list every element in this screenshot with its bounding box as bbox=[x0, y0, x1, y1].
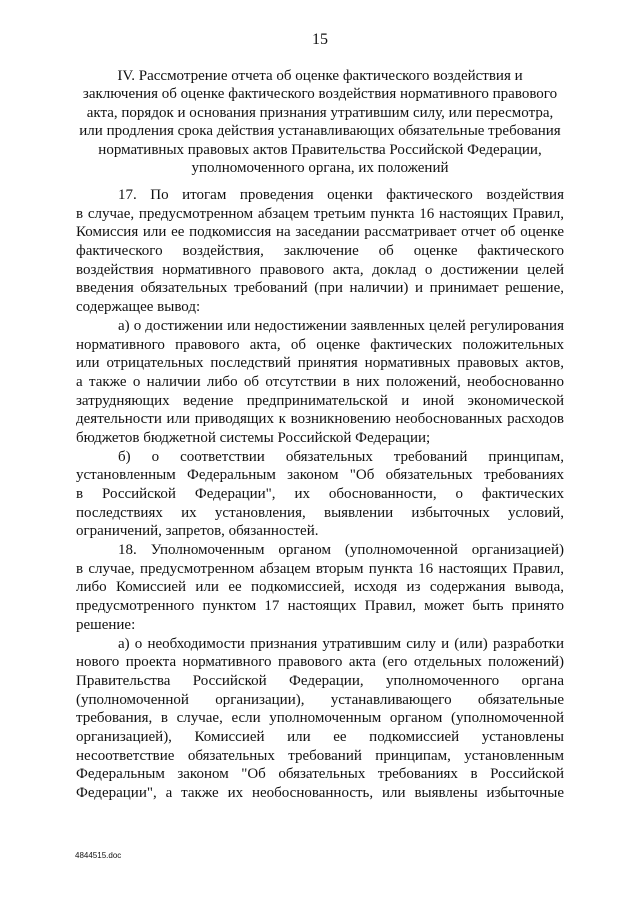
paragraph-line: введения обязательных требований (при наличии) и принимает решение, bbox=[76, 280, 564, 297]
paragraph-line: в случае, предусмотренном абзацем вторым пункта 16 настоящих Правил, bbox=[76, 560, 564, 577]
paragraph-line: установленным Федеральным законом "Об обязательных требованиях bbox=[76, 467, 564, 484]
paragraph-line: Правительства Российской Федерации, уполномоченного органа bbox=[76, 672, 564, 689]
paragraph-line: нового проекта нормативного правового акта (его отдельных положений) bbox=[76, 654, 564, 671]
paragraph-line: требования, в случае, если уполномоченным органом (уполномоченной bbox=[76, 710, 564, 727]
paragraph-line: или отрицательных последствий принятия нормативных правовых актов, bbox=[76, 355, 564, 372]
paragraph-line: в Российской Федерации", их обоснованности, о фактических bbox=[76, 486, 564, 502]
paragraph-line: а также о наличии либо об отсутствии в них положений, необоснованно bbox=[76, 373, 564, 390]
page-number: 15 bbox=[312, 31, 328, 48]
paragraph-line: 18. Уполномоченным органом (уполномоченной организацией) bbox=[118, 542, 564, 559]
paragraph-line: а) о необходимости признания утратившим силу и (или) разработки bbox=[118, 635, 564, 652]
heading-line: заключения об оценке фактического воздействия нормативного правового bbox=[82, 86, 558, 103]
paragraph bbox=[76, 541, 564, 634]
heading-line: нормативных правовых актов Правительства Российской Федерации, bbox=[98, 141, 542, 158]
paragraph-line: организацией), Комиссией или ее подкомиссией установлены bbox=[76, 728, 564, 745]
paragraph-line: предусмотренного пунктом 17 настоящих Правил, может быть принято bbox=[76, 598, 564, 615]
paragraph bbox=[76, 448, 564, 541]
paragraph-line: в случае, предусмотренном абзацем третьим пункта 16 настоящих Правил, bbox=[76, 205, 564, 222]
document-body bbox=[76, 186, 564, 803]
paragraph-line: деятельности или приводящих к возникновению необоснованных расходов bbox=[76, 411, 564, 428]
section-heading bbox=[70, 67, 570, 177]
paragraph-line: Федерации", а также их необоснованность, или выявлены избыточные bbox=[76, 785, 564, 801]
heading-line: акта, порядок и основания признания утратившим силу, или пересмотра, bbox=[86, 104, 554, 121]
paragraph-line: несоответствие обязательных требований принципам, установленным bbox=[76, 747, 564, 764]
paragraph-line: (уполномоченной организации), устанавливающего обязательные bbox=[76, 691, 564, 708]
paragraph-line: содержащее вывод: bbox=[76, 299, 201, 316]
file-name-footer: 4844515.doc bbox=[75, 851, 122, 860]
paragraph bbox=[76, 317, 564, 448]
heading-line: IV. Рассмотрение отчета об оценке фактического воздействия и bbox=[117, 68, 523, 84]
paragraph-line: решение: bbox=[76, 616, 136, 633]
paragraph-line: Федеральным законом "Об обязательных требованиях в Российской bbox=[76, 766, 564, 783]
paragraph-line: ограничений, запретов, обязанностей. bbox=[76, 523, 319, 540]
paragraph-line: б) о соответствии обязательных требований принципам, bbox=[118, 448, 564, 465]
paragraph-line: затрудняющих ведение предпринимательской и иной экономической bbox=[76, 392, 564, 409]
paragraph-line: последствиях их установления, выявлении избыточных условий, bbox=[76, 504, 564, 521]
paragraph-line: бюджетов бюджетной системы Российской Федерации; bbox=[76, 429, 431, 446]
paragraph-line: Комиссия или ее подкомиссия на заседании рассматривает отчет об оценке bbox=[76, 224, 564, 241]
paragraph-line: 17. По итогам проведения оценки фактического воздействия bbox=[118, 187, 564, 203]
paragraph-line: либо Комиссией или ее подкомиссией, исходя из содержания вывода, bbox=[76, 579, 564, 596]
paragraph-line: а) о достижении или недостижении заявленных целей регулирования bbox=[118, 317, 564, 334]
paragraph-line: воздействия нормативного правового акта, доклад о достижении целей bbox=[76, 261, 564, 278]
paragraph-line: нормативного правового акта, об оценке фактических положительных bbox=[76, 336, 564, 353]
paragraph-line: фактического воздействия, заключение об оценке фактического bbox=[76, 243, 564, 260]
heading-line: или продления срока действия устанавливающих обязательные требования bbox=[79, 123, 561, 140]
paragraph bbox=[76, 635, 564, 803]
paragraph bbox=[76, 186, 564, 317]
heading-line: уполномоченного органа, их положений bbox=[191, 160, 449, 177]
